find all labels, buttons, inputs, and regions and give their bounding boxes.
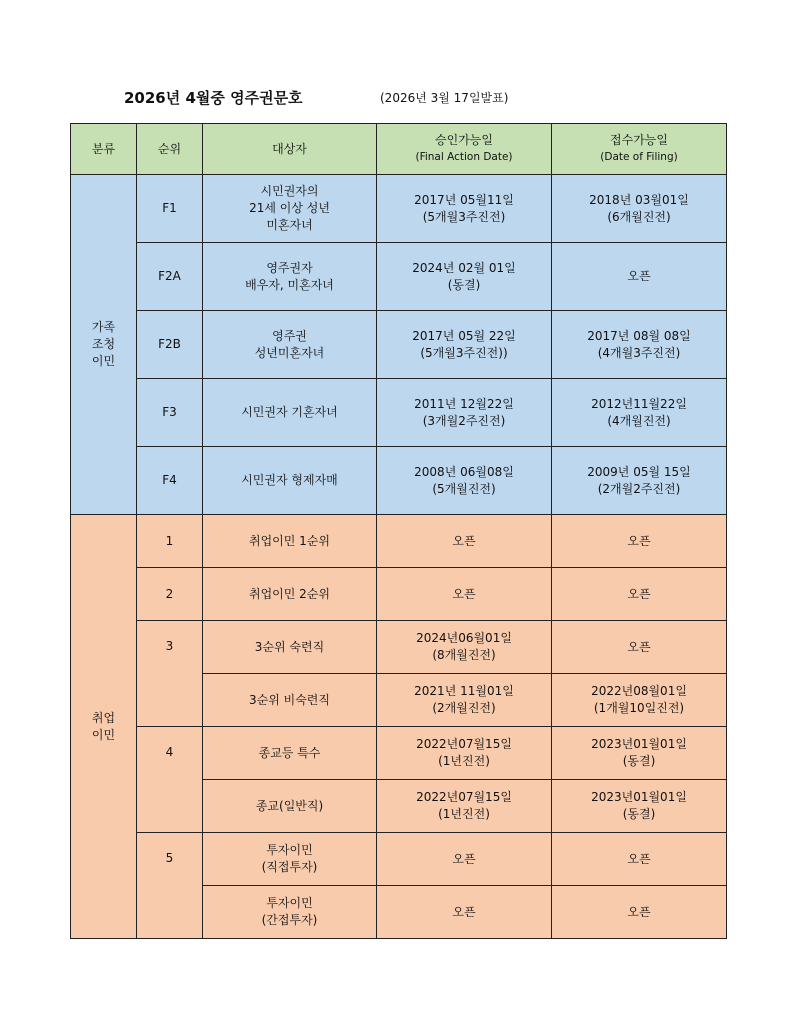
table-row	[71, 243, 727, 311]
table-row	[71, 833, 727, 886]
preference-cell: F3	[137, 379, 203, 447]
preference-cell: F2B	[137, 311, 203, 379]
header-filing-en: (Date of Filing)	[600, 151, 678, 163]
preference-cell: F1	[137, 175, 203, 243]
header-applicant: 대상자	[203, 124, 377, 175]
final-action-cell	[377, 833, 552, 886]
final-action-cell-line: 2011년 12월22일	[414, 396, 514, 411]
applicant-cell-line: 시민권자의	[260, 184, 319, 198]
final-action-cell-line: 2022년07월15일	[416, 790, 512, 804]
final-action-cell-line: 오픈	[452, 851, 476, 866]
filing-cell	[552, 243, 727, 311]
final-action-cell	[377, 175, 552, 243]
header-row	[71, 124, 727, 175]
applicant-cell-line: 투자이민	[266, 843, 313, 857]
header-final-action-label: 승인가능일	[435, 133, 493, 147]
header-filing-label: 접수가능일	[610, 133, 668, 147]
final-action-cell-line: 2024년 02월 01일	[412, 260, 516, 275]
applicant-cell-line: 취업이민 2순위	[248, 586, 330, 601]
final-action-cell-line: 2008년 06월08일	[414, 464, 514, 479]
applicant-cell	[203, 621, 377, 674]
filing-cell-line: 2017년 08월 08일	[587, 328, 691, 343]
applicant-cell-line: 영주권자	[266, 260, 313, 275]
final-action-cell-line: (8개월진전)	[432, 648, 496, 662]
table-row	[71, 621, 727, 674]
applicant-cell-line: 배우자, 미혼자녀	[245, 277, 334, 292]
applicant-cell	[203, 568, 377, 621]
final-action-cell-line: (5개월3주진전)	[422, 209, 506, 224]
preference-cell: 3	[137, 621, 203, 727]
final-action-cell	[377, 311, 552, 379]
category-employment-line: 이민	[91, 727, 116, 742]
filing-cell-line: 오픈	[627, 269, 651, 283]
category-employment-line: 취업	[91, 710, 116, 725]
filing-cell-line: (4개월3주진전)	[597, 345, 681, 360]
category-family	[71, 175, 137, 515]
applicant-cell-line: 종교(일반직)	[255, 798, 324, 813]
final-action-cell-line: 오픈	[452, 533, 476, 548]
final-action-cell	[377, 780, 552, 833]
filing-cell-line: 오픈	[627, 851, 651, 866]
table-row	[71, 447, 727, 515]
filing-cell-line: 2023년01월01일	[591, 737, 687, 751]
filing-cell	[552, 621, 727, 674]
filing-cell-line: 오픈	[627, 904, 651, 919]
filing-cell-line: (동결)	[622, 754, 656, 768]
header-date-of-filing	[552, 124, 727, 175]
applicant-cell	[203, 379, 377, 447]
header-final-action-date	[377, 124, 552, 175]
final-action-cell	[377, 515, 552, 568]
applicant-cell-line: 3순위 숙련직	[254, 639, 325, 654]
filing-cell	[552, 833, 727, 886]
applicant-cell	[203, 175, 377, 243]
final-action-cell-line: (1년진전)	[438, 754, 490, 768]
applicant-cell	[203, 780, 377, 833]
filing-cell	[552, 515, 727, 568]
filing-cell	[552, 780, 727, 833]
filing-cell	[552, 568, 727, 621]
table-row	[71, 568, 727, 621]
applicant-cell-line: 성년미혼자녀	[254, 345, 325, 360]
filing-cell-line: (6개월진전)	[607, 209, 671, 224]
category-family-line: 조청	[91, 337, 116, 351]
final-action-cell	[377, 447, 552, 515]
preference-cell: 1	[137, 515, 203, 568]
announcement-date: (2026년 3월 17일발표)	[380, 91, 509, 105]
applicant-cell	[203, 447, 377, 515]
applicant-cell-line: (직접투자)	[261, 860, 318, 874]
filing-cell	[552, 674, 727, 727]
applicant-cell	[203, 886, 377, 939]
applicant-cell-line: 영주권	[272, 328, 307, 343]
visa-bulletin-table	[70, 123, 727, 939]
filing-cell-line: 오픈	[627, 533, 651, 548]
applicant-cell-line: 3순위 비숙련직	[248, 692, 330, 707]
preference-cell: 4	[137, 727, 203, 833]
final-action-cell-line: (2개월진전)	[432, 701, 496, 715]
table-row	[71, 727, 727, 780]
final-action-cell	[377, 727, 552, 780]
final-action-cell	[377, 568, 552, 621]
final-action-cell-line: (5개월3주진전))	[420, 345, 508, 360]
applicant-cell-line: 시민권자 형제자매	[241, 473, 338, 487]
final-action-cell	[377, 621, 552, 674]
category-employment	[71, 515, 137, 939]
final-action-cell-line: 2017년 05월11일	[414, 192, 514, 207]
header-preference: 순위	[137, 124, 203, 175]
filing-cell	[552, 727, 727, 780]
filing-cell-line: 2009년 05월 15일	[587, 464, 691, 479]
final-action-cell-line: 2022년07월15일	[416, 737, 512, 751]
applicant-cell	[203, 311, 377, 379]
table-row	[71, 379, 727, 447]
category-family-line: 이민	[91, 354, 116, 368]
applicant-cell-line: 취업이민 1순위	[248, 533, 330, 548]
final-action-cell-line: (3개월2주진전)	[422, 413, 506, 428]
applicant-cell	[203, 515, 377, 568]
applicant-cell-line: 투자이민	[266, 896, 313, 910]
applicant-cell-line: 21세 이상 성년	[249, 201, 330, 215]
final-action-cell-line: 2021년 11월01일	[414, 684, 514, 698]
final-action-cell	[377, 886, 552, 939]
table-row	[71, 515, 727, 568]
filing-cell-line: (1개월10일진전)	[593, 701, 685, 715]
page-title: 2026년 4월중 영주권문호	[124, 89, 303, 107]
table-row	[71, 311, 727, 379]
final-action-cell-line: 오픈	[452, 904, 476, 919]
final-action-cell-line: (5개월진전)	[432, 481, 496, 496]
preference-cell: 5	[137, 833, 203, 939]
applicant-cell	[203, 243, 377, 311]
applicant-cell	[203, 727, 377, 780]
header-category: 분류	[71, 124, 137, 175]
filing-cell-line: 2018년 03월01일	[589, 192, 689, 207]
header-final-action-en: (Final Action Date)	[415, 151, 513, 163]
filing-cell-line: (동결)	[622, 807, 656, 821]
applicant-cell-line: (간접투자)	[261, 913, 318, 927]
applicant-cell	[203, 833, 377, 886]
filing-cell	[552, 447, 727, 515]
filing-cell-line: 2012년11월22일	[591, 396, 687, 411]
category-family-line: 가족	[91, 320, 116, 334]
filing-cell-line: 2023년01월01일	[591, 790, 687, 804]
final-action-cell-line: 2017년 05월 22일	[412, 328, 516, 343]
applicant-cell-line: 시민권자 기혼자녀	[241, 405, 338, 419]
final-action-cell	[377, 379, 552, 447]
preference-cell: F2A	[137, 243, 203, 311]
final-action-cell	[377, 243, 552, 311]
filing-cell-line: 오픈	[627, 639, 651, 654]
preference-cell: F4	[137, 447, 203, 515]
filing-cell-line: (4개월진전)	[607, 413, 671, 428]
final-action-cell	[377, 674, 552, 727]
filing-cell	[552, 379, 727, 447]
final-action-cell-line: 2024년06월01일	[416, 631, 512, 645]
final-action-cell-line: 오픈	[452, 586, 476, 601]
preference-cell: 2	[137, 568, 203, 621]
filing-cell	[552, 886, 727, 939]
filing-cell-line: 오픈	[627, 586, 651, 601]
filing-cell-line: 2022년08월01일	[591, 684, 687, 698]
final-action-cell-line: (1년진전)	[438, 807, 490, 821]
applicant-cell-line: 종교등 특수	[258, 745, 321, 760]
applicant-cell	[203, 674, 377, 727]
applicant-cell-line: 미혼자녀	[266, 218, 313, 232]
filing-cell	[552, 175, 727, 243]
final-action-cell-line: (동결)	[447, 277, 481, 292]
filing-cell-line: (2개월2주진전)	[597, 481, 681, 496]
filing-cell	[552, 311, 727, 379]
table-row	[71, 175, 727, 243]
